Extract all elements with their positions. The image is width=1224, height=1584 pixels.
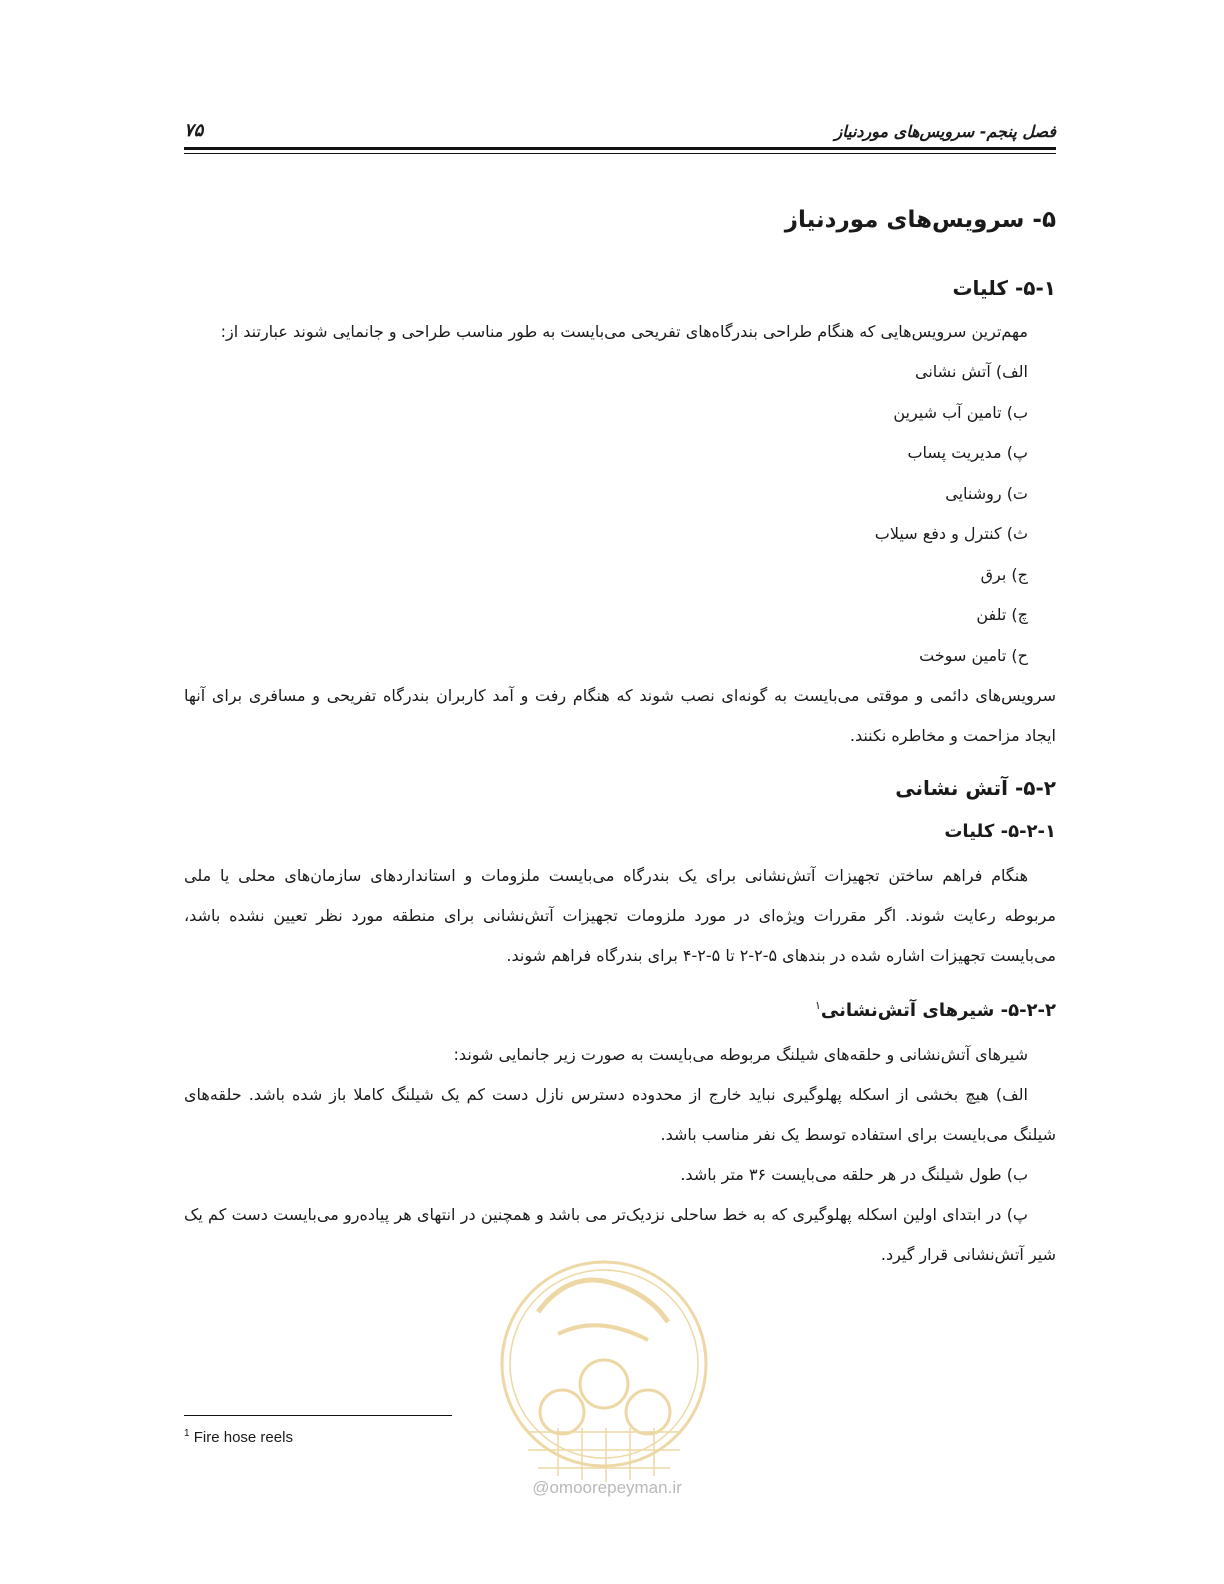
footnote — [184, 1428, 293, 1446]
watermark-logo-icon — [498, 1252, 710, 1492]
subsection-heading-2-1: ۵-۲-۱- کلیات — [944, 821, 1056, 842]
section-1-intro: مهم‌ترین سرویس‌هایی که هنگام طراحی بندرگاه‌های تفریحی می‌بایست به طور مناسب طراحی و جانمایی شوند عبارتند از: — [220, 322, 1028, 341]
footnote-rule — [184, 1415, 452, 1416]
list-item: الف) آتش نشانی — [915, 362, 1028, 381]
footnote-marker: ۱ — [815, 999, 821, 1012]
header-rule-thin — [184, 153, 1056, 154]
list-item: ث) کنترل و دفع سیلاب — [874, 524, 1028, 543]
subsection-2-2-title: ۵-۲-۲- شیرهای آتش‌نشانی — [820, 1000, 1056, 1021]
list-item: ب) تامین آب شیرین — [893, 402, 1028, 422]
subsection-2-2-item: الف) هیچ بخشی از اسکله پهلوگیری نباید خارج از محدوده دسترس نازل دست کم یک شیلنگ کاملا باز شده باشد. حلقه‌های شیلنگ می‌بایست برای استفاده توسط یک نفر مناسب باشد. — [184, 1085, 1056, 1144]
list-item: ج) برق — [980, 564, 1028, 584]
main-heading: ۵- سرویس‌های موردنیاز — [784, 207, 1056, 233]
watermark-url: @omoorepeyman.ir — [532, 1478, 682, 1497]
list-item: ح) تامین سوخت — [919, 645, 1028, 665]
page-number: ۷۵ — [184, 120, 204, 141]
services-list — [184, 352, 1056, 676]
running-header — [184, 118, 1056, 144]
list-item: پ) مدیریت پساب — [907, 443, 1028, 462]
header-rule-thick — [184, 147, 1056, 150]
subsection-2-2-item: پ) در ابتدای اولین اسکله پهلوگیری که به خط ساحلی نزدیک‌تر می باشد و همچنین در انتهای هر پیاده‌رو می‌بایست دست کم یک شیر آتش‌نشانی قرار گیرد. — [184, 1205, 1056, 1264]
section-1-closing: سرویس‌های دائمی و موقتی می‌بایست به گونه‌ای نصب شوند که هنگام رفت و آمد کاربران بندرگاه تفریحی و مسافری برای آنها ایجاد مزاحمت و مخاطره نکنند. — [184, 686, 1056, 745]
subsection-2-2-intro: شیرهای آتش‌نشانی و حلقه‌های شیلنگ مربوطه می‌بایست به صورت زیر جانمایی شوند: — [453, 1045, 1028, 1064]
main-content — [184, 196, 1056, 1275]
list-item: ت) روشنایی — [945, 483, 1028, 503]
chapter-title: فصل پنجم- سرویس‌های موردنیاز — [834, 122, 1056, 141]
subsection-heading-2-2 — [184, 986, 1056, 1031]
subsection-2-2-item: ب) طول شیلنگ در هر حلقه می‌بایست ۳۶ متر باشد. — [680, 1165, 1028, 1184]
section-heading-1: ۵-۱- کلیات — [952, 276, 1056, 300]
section-heading-2: ۵-۲- آتش نشانی — [895, 776, 1056, 800]
subsection-2-1-text: هنگام فراهم ساختن تجهیزات آتش‌نشانی برای یک بندرگاه می‌بایست ملزومات و استانداردهای سازمان‌های محلی یا ملی مربوطه رعایت شوند. اگر مقررات ویژه‌ای در مورد ملزومات تجهیزات آتش‌نشانی برای منطقه مورد نظر تعیین نشده باشد، می‌بایست تجهیزات اشاره شده در بندهای ۵-۲-۲ تا ۵-۲-۴ برای بندرگاه فراهم شوند. — [184, 866, 1056, 965]
list-item: چ) تلفن — [976, 605, 1028, 624]
footnote-number: 1 — [184, 1428, 190, 1439]
footnote-text: Fire hose reels — [193, 1429, 293, 1446]
